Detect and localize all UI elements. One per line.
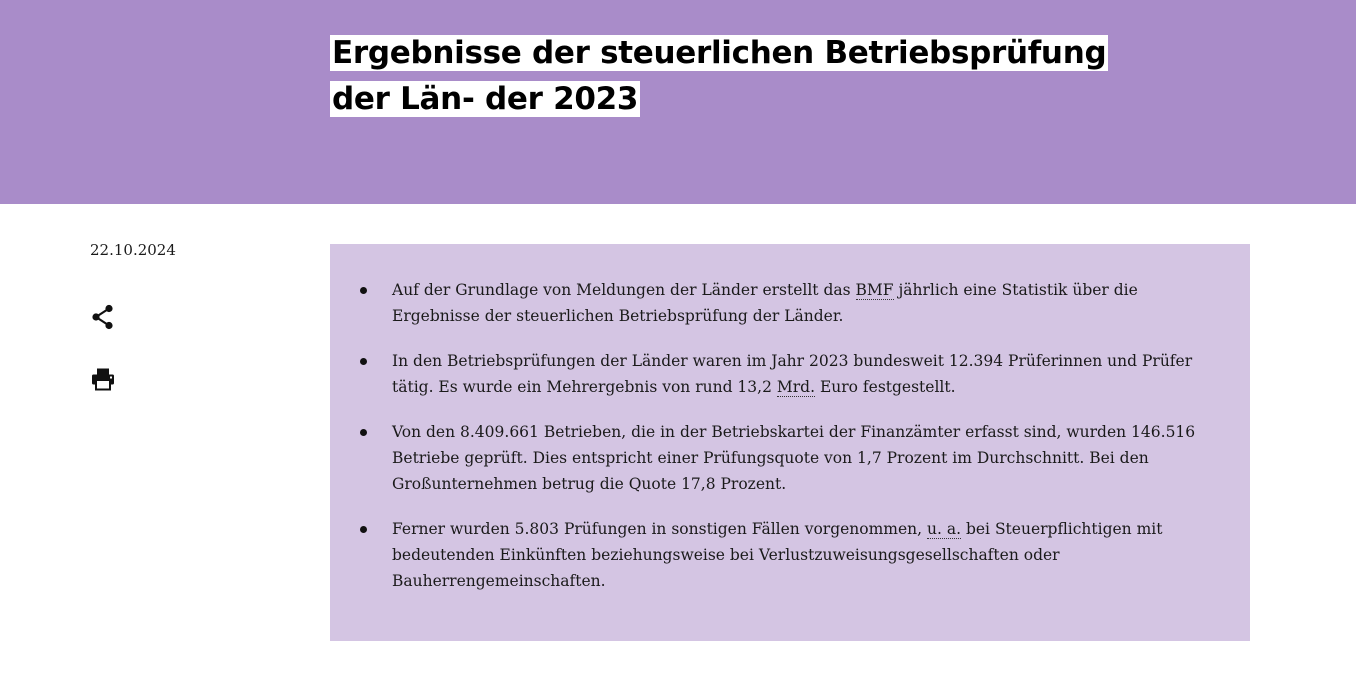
header-band	[0, 0, 1356, 204]
print-icon	[91, 367, 115, 391]
summary-item: Von den 8.409.661 Betrieben, die in der Betriebskartei der Finanzämter erfasst sind, wurden 146.516 Betriebe geprüft. Dies entspricht einer Prüfungsquote von 1,7 Prozent im Durchschnitt. Bei den Großunternehmen betrug die Quote 17,8 Prozent.	[392, 419, 1212, 497]
summary-box	[330, 244, 1250, 641]
page-title	[330, 30, 1160, 122]
abbreviation-ua[interactable]: u. a.	[927, 520, 962, 538]
share-icon	[91, 304, 115, 330]
share-button[interactable]	[89, 303, 117, 331]
abbreviation-mrd[interactable]: Mrd.	[776, 378, 816, 396]
summary-item: Auf der Grundlage von Meldungen der Länder erstellt das BMF jährlich eine Statistik über die Ergebnisse der steuerlichen Betriebsprüfung der Länder.	[392, 277, 1212, 329]
abbreviation-bmf[interactable]: BMF	[855, 281, 894, 299]
page-title-text: Ergebnisse der steuerlichen Betriebsprüfung der Län- der 2023	[332, 35, 1107, 117]
summary-list	[392, 277, 1212, 613]
summary-item: In den Betriebsprüfungen der Länder waren im Jahr 2023 bundesweit 12.394 Prüferinnen und Prüfer tätig. Es wurde ein Mehrergebnis von rund 13,2 Mrd. Euro festgestellt.	[392, 348, 1212, 400]
publish-date: 22.10.2024	[90, 241, 176, 259]
summary-item: Ferner wurden 5.803 Prüfungen in sonstigen Fällen vorgenommen, u. a. bei Steuerpflichtigen mit bedeutenden Einkünften beziehungsweise bei Verlustzuweisungsgesellschaften oder Bauherrengemeinschaften.	[392, 516, 1212, 594]
print-button[interactable]	[89, 365, 117, 393]
